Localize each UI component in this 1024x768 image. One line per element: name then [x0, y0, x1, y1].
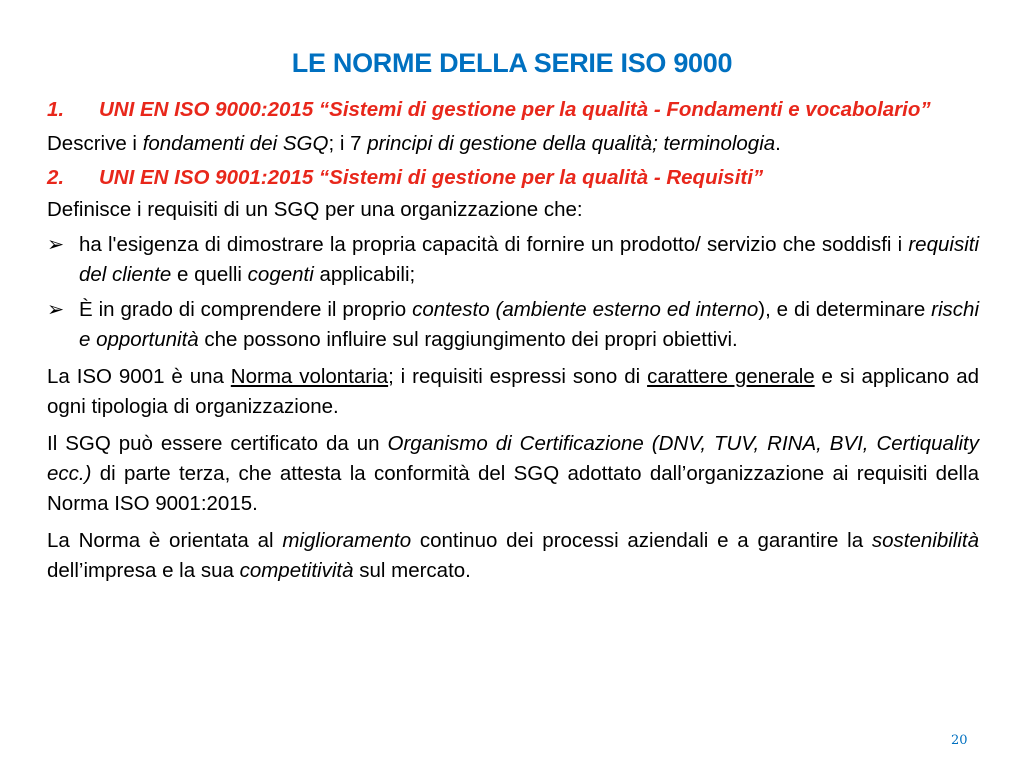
emphasis: contesto (ambiente esterno ed interno	[412, 298, 759, 321]
slide-body	[47, 95, 979, 586]
emphasis: principi di gestione della qualità; terminologia	[367, 132, 776, 155]
emphasis: fondamenti dei SGQ	[142, 132, 329, 155]
emphasis: rischi e opportunità	[79, 298, 979, 351]
emphasis: miglioramento	[282, 529, 412, 552]
bullet-item: ➢ ha l'esigenza di dimostrare la propria capacità di fornire un prodotto/ servizio che soddisfi i requisiti del cliente e quelli cogenti applicabili;	[47, 230, 979, 290]
heading-text: UNI EN ISO 9001:2015 “Sistemi di gestione per la qualità - Requisiti”	[99, 166, 764, 189]
bullet-item: ➢ È in grado di comprendere il proprio contesto (ambiente esterno ed interno), e di determinare rischi e opportunità che possono influire sul raggiungimento dei propri obiettivi.	[47, 295, 979, 355]
emphasis: requisiti del cliente	[79, 233, 979, 286]
arrow-bullet-icon: ➢	[47, 233, 65, 256]
paragraph-voluntary-norm: La ISO 9001 è una Norma volontaria; i requisiti espressi sono di carattere generale e si applicano ad ogni tipologia di organizzazione.	[47, 365, 979, 418]
description-iso-9000: Descrive i fondamenti dei SGQ; i 7 principi di gestione della qualità; terminologia.	[47, 132, 781, 155]
paragraph-improvement: La Norma è orientata al miglioramento continuo dei processi aziendali e a garantire la sostenibilità dell’impresa e la sua competitività sul mercato.	[47, 529, 979, 582]
arrow-bullet-icon: ➢	[47, 298, 65, 321]
emphasis: sostenibilità	[871, 529, 979, 552]
heading-number: 1.	[47, 98, 65, 121]
emphasis: competitività	[239, 559, 354, 582]
heading-number: 2.	[47, 166, 65, 189]
underlined-text: Norma volontaria	[230, 365, 389, 388]
paragraph-certification: Il SGQ può essere certificato da un Organismo di Certificazione (DNV, TUV, RINA, BVI, Certiquality ecc.) di parte terza, che attesta la conformità del SGQ adottato dall’organizzazione ai requisiti della Norma ISO 9001:2015.	[47, 432, 979, 515]
description-iso-9001: Definisce i requisiti di un SGQ per una organizzazione che:	[47, 198, 583, 221]
underlined-text: carattere generale	[647, 365, 815, 388]
slide-title: LE NORME DELLA SERIE ISO 9000	[291, 48, 733, 78]
emphasis: cogenti	[247, 263, 314, 286]
heading-iso-9000	[47, 95, 979, 125]
heading-iso-9001	[47, 163, 979, 193]
page-number: 20	[951, 733, 968, 748]
heading-text: UNI EN ISO 9000:2015 “Sistemi di gestione per la qualità - Fondamenti e vocabolario”	[99, 98, 931, 121]
emphasis: Organismo di Certificazione (DNV, TUV, RINA, BVI, Certiquality ecc.)	[47, 432, 979, 485]
